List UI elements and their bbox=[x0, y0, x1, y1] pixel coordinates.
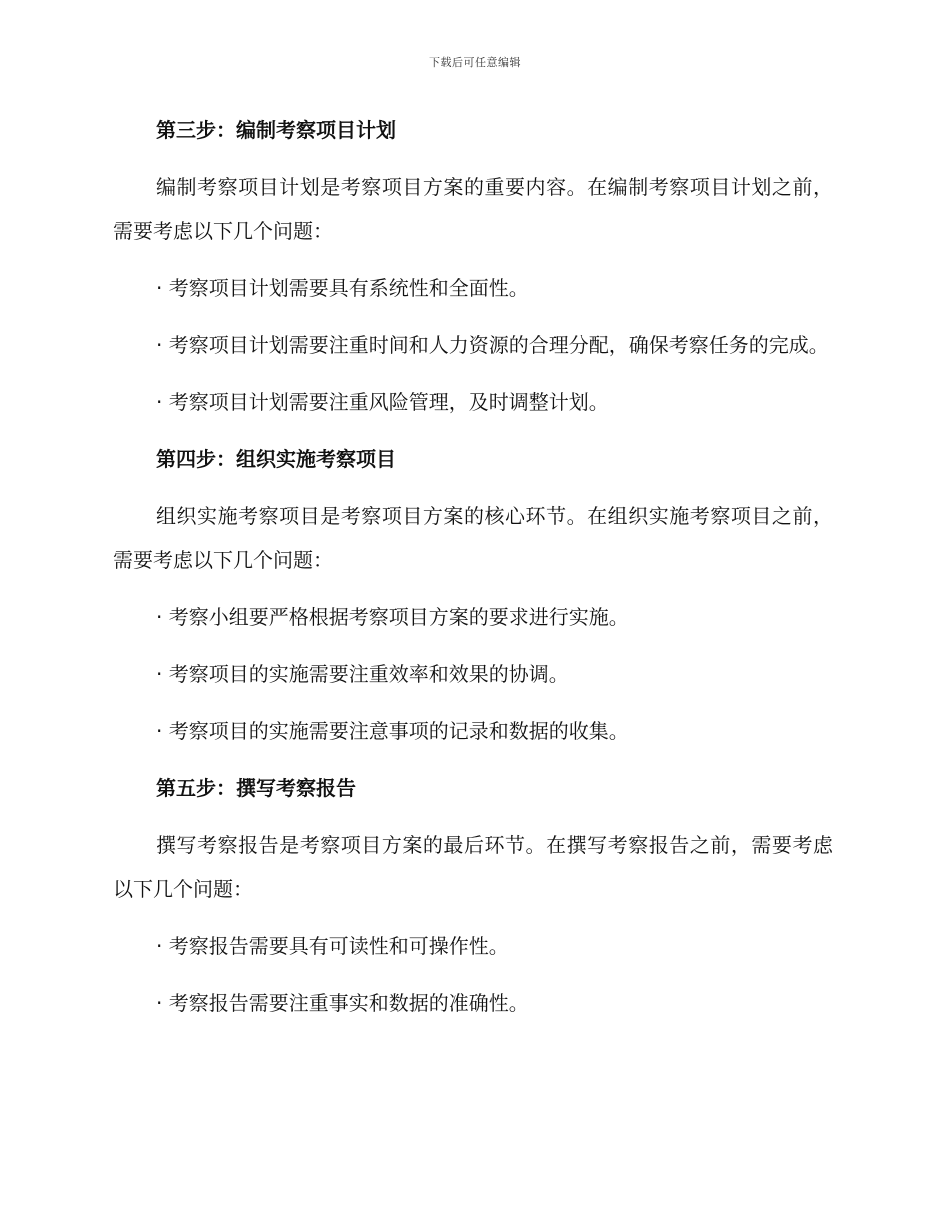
bullet-item: · 考察报告需要注重事实和数据的准确性。 bbox=[156, 991, 529, 1015]
section-intro: 撰写考察报告是考察项目方案的最后环节。在撰写考察报告之前，需要考虑以下几个问题： bbox=[113, 833, 833, 901]
bullet-item: · 考察小组要严格根据考察项目方案的要求进行实施。 bbox=[156, 605, 629, 629]
section-heading: 第五步：撰写考察报告 bbox=[156, 776, 356, 800]
bullet-item: · 考察项目计划需要注重风险管理，及时调整计划。 bbox=[156, 390, 609, 414]
page-header-note: 下载后可任意编辑 bbox=[429, 56, 521, 69]
bullet-item: · 考察项目计划需要注重时间和人力资源的合理分配，确保考察任务的完成。 bbox=[156, 333, 829, 357]
section-intro: 组织实施考察项目是考察项目方案的核心环节。在组织实施考察项目之前，需要考虑以下几个问题： bbox=[113, 504, 833, 572]
section-step-four bbox=[113, 437, 833, 753]
bullet-item: · 考察项目的实施需要注重效率和效果的协调。 bbox=[156, 662, 569, 686]
bullet-item: · 考察项目的实施需要注意事项的记录和数据的收集。 bbox=[156, 719, 629, 743]
section-intro: 编制考察项目计划是考察项目方案的重要内容。在编制考察项目计划之前，需要考虑以下几个问题： bbox=[113, 175, 833, 243]
bullet-item: · 考察报告需要具有可读性和可操作性。 bbox=[156, 934, 509, 958]
section-step-three bbox=[113, 108, 833, 424]
section-heading: 第三步：编制考察项目计划 bbox=[156, 118, 396, 142]
bullet-item: · 考察项目计划需要具有系统性和全面性。 bbox=[156, 276, 529, 300]
document-body bbox=[113, 108, 833, 1038]
section-step-five bbox=[113, 766, 833, 1025]
section-heading: 第四步：组织实施考察项目 bbox=[156, 447, 396, 471]
